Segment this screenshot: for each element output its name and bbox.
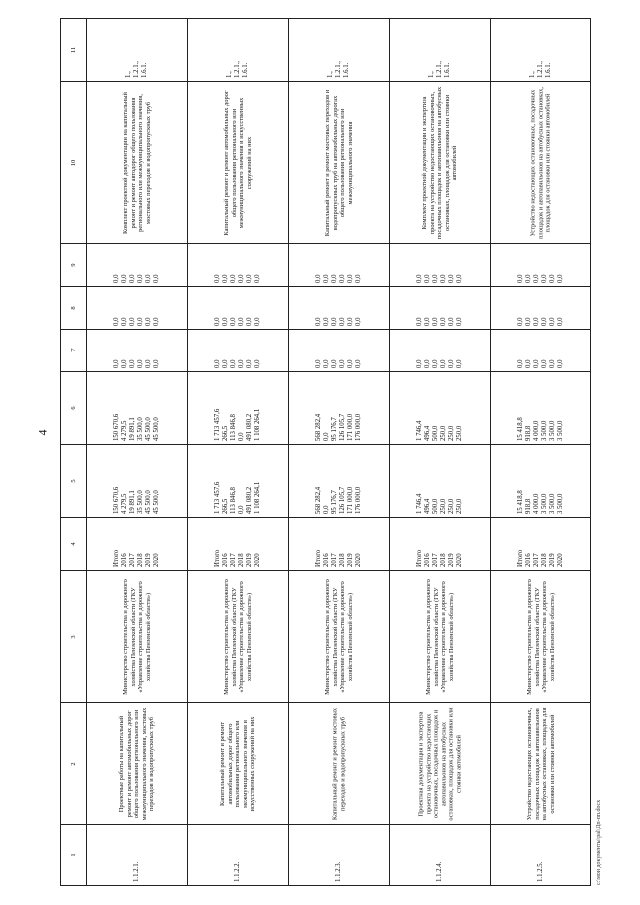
col9-text: 0,0 0,0 0,0 0,0 0,0 0,0: [415, 274, 464, 284]
column-number-cell: [61, 372, 87, 445]
table-column-10: [61, 81, 591, 243]
code-text: 1.1.2.5.: [536, 861, 544, 882]
cell-col8: [289, 286, 390, 329]
cell-col5: [188, 445, 289, 518]
cell-col6: [491, 372, 591, 445]
col6-text: 15 418,8 918,8 4 000,0 3 500,0 3 500,0 3 500,0: [516, 417, 564, 442]
result-text: Комплект проектной документации на капитальный ремонт и ремонт автодорог общего пользования регионального или межмуниципального значения, мостовых переходов и водопропускных труб: [121, 91, 152, 234]
cell-targets: [491, 19, 591, 82]
cell-col8: [188, 286, 289, 329]
cell-col9: [491, 244, 591, 287]
name-text: Капитальный ремонт и ремонт автомобильных дорог общего пользования регионального или межмуниципального значения и искусственных сооружений на них: [219, 716, 257, 812]
table-column-4: [61, 518, 591, 571]
cell-result: [390, 81, 491, 243]
column-number: 9: [69, 263, 77, 267]
cell-code: [289, 824, 390, 885]
column-number-cell: [61, 19, 87, 82]
cell-col8: [491, 286, 591, 329]
col6-text: 1 746,4 496,4 500,0 250,0 250,0 250,0: [415, 420, 464, 442]
col6-text: 1 713 457,6 266,5 113 846,8 0,0 491 080,2 1 108 264,1: [213, 408, 262, 442]
cell-col6: [188, 372, 289, 445]
column-number-cell: [61, 703, 87, 825]
result-text: Устройство недостающих остановочных, посадочных площадок и автопавильонов на автобусных остановках, площадок для остановки или стоянки автомобилей: [529, 86, 552, 239]
col6-text: 568 282,4 0,0 95 176,7 126 105,7 171 000,0 176 000,0: [314, 414, 363, 442]
executor-text: Министерство строительства и дорожного хозяйства Пензенской области (ГКУ «Управление строительства и дорожного хозяйства Пензенской области»): [525, 578, 556, 695]
cell-col7: [87, 329, 188, 372]
col6-text: 150 670,6 4 279,5 19 891,1 35 500,0 45 500,0 45 500,0: [112, 414, 161, 442]
cell-targets: [188, 19, 289, 82]
table-column-3: [61, 571, 591, 703]
cell-targets: [390, 19, 491, 82]
col8-text: 0,0 0,0 0,0 0,0 0,0 0,0: [314, 317, 363, 326]
col9-text: 0,0 0,0 0,0 0,0 0,0 0,0: [516, 274, 564, 284]
col7-text: 0,0 0,0 0,0 0,0 0,0 0,0: [213, 359, 262, 369]
column-number-cell: [61, 824, 87, 885]
targets-text: 1., 1.2.1., 1.6.1.: [528, 60, 552, 78]
column-number-cell: [61, 571, 87, 703]
col5-text: 15 418,8 918,8 4 000,0 3 500,0 3 500,0 3 500,0: [516, 490, 564, 515]
targets-text: 1., 1.2.1., 1.6.1.: [427, 60, 452, 78]
years-text: Итого 2016 2017 2018 2019 2020: [112, 550, 161, 568]
result-text: Капитальный ремонт и ремонт автомобильных дорог общего пользования регионального или межмуниципального значения и искусственных сооружений на них: [222, 90, 253, 236]
table-column-6: [61, 372, 591, 445]
cell-name: [390, 703, 491, 825]
col8-text: 0,0 0,0 0,0 0,0 0,0 0,0: [213, 317, 262, 326]
column-number-cell: [61, 518, 87, 571]
column-number: 6: [69, 406, 77, 410]
column-number: 11: [69, 46, 77, 54]
col7-text: 0,0 0,0 0,0 0,0 0,0 0,0: [112, 359, 161, 369]
col5-text: 1 713 457,6 266,5 113 846,8 0,0 491 080,2 1 108 264,1: [213, 482, 262, 515]
cell-code: [390, 824, 491, 885]
footer-file-path: [596, 0, 608, 905]
table-column-2: [61, 703, 591, 825]
cell-targets: [87, 19, 188, 82]
cell-name: [87, 703, 188, 825]
cell-col9: [87, 244, 188, 287]
table-column-11: [61, 19, 591, 82]
column-number: 10: [69, 159, 77, 166]
code-text: 1.1.2.3.: [334, 861, 342, 882]
executor-text: Министерство строительства и дорожного хозяйства Пензенской области (ГКУ «Управление строительства и дорожного хозяйства Пензенской области»): [121, 578, 152, 695]
cell-col5: [289, 445, 390, 518]
table-column-1: [61, 824, 591, 885]
col8-text: 0,0 0,0 0,0 0,0 0,0 0,0: [415, 317, 464, 326]
col9-text: 0,0 0,0 0,0 0,0 0,0 0,0: [314, 274, 363, 284]
cell-col9: [289, 244, 390, 287]
cell-years: [188, 518, 289, 571]
table-column-8: [61, 286, 591, 329]
executor-text: Министерство строительства и дорожного хозяйства Пензенской области (ГКУ «Управление строительства и дорожного хозяйства Пензенской области»): [424, 578, 455, 695]
column-number-cell: [61, 286, 87, 329]
cell-executor: [87, 571, 188, 703]
cell-name: [289, 703, 390, 825]
name-text: Капитальный ремонт и ремонт мостовых переходов и водопропускных труб: [331, 707, 346, 820]
cell-col7: [491, 329, 591, 372]
name-text: Проектная документация и экспертиза проекта на устройство недостающих остановочных, посадочных площадок и автопавильонов на автобусных остановках, площадок для остановки или стоянки автомобилей: [417, 707, 463, 821]
col8-text: 0,0 0,0 0,0 0,0 0,0 0,0: [112, 317, 161, 326]
targets-text: 1., 1.2.1., 1.6.1.: [326, 60, 351, 78]
code-text: 1.1.2.4.: [435, 861, 443, 882]
cell-executor: [491, 571, 591, 703]
cell-col6: [87, 372, 188, 445]
cell-col7: [188, 329, 289, 372]
cell-years: [390, 518, 491, 571]
executor-text: Министерство строительства и дорожного хозяйства Пензенской области (ГКУ «Управление строительства и дорожного хозяйства Пензенской области»): [222, 578, 253, 695]
column-number-cell: [61, 81, 87, 243]
column-number: 2: [69, 761, 77, 766]
cell-years: [87, 518, 188, 571]
targets-text: 1., 1.2.1., 1.6.1.: [124, 60, 149, 78]
name-text: Проектные работы на капитальный ремонт и ремонт автомобильных дорог общего пользования регионального или межмуниципального значения, мостовых переходов и водопропускных труб: [118, 707, 156, 820]
code-text: 1.1.2.1.: [132, 861, 140, 882]
cell-code: [491, 824, 591, 885]
cell-col7: [289, 329, 390, 372]
cell-name: [188, 703, 289, 825]
table-column-9: [61, 244, 591, 287]
col7-text: 0,0 0,0 0,0 0,0 0,0 0,0: [314, 359, 363, 369]
cell-col5: [87, 445, 188, 518]
cell-col9: [390, 244, 491, 287]
col7-text: 0,0 0,0 0,0 0,0 0,0 0,0: [415, 359, 464, 369]
cell-col8: [87, 286, 188, 329]
column-number: 4: [69, 542, 77, 546]
cell-result: [289, 81, 390, 243]
column-number: 5: [69, 479, 77, 483]
column-number: 7: [69, 348, 77, 353]
years-text: Итого 2016 2017 2018 2019 2020: [516, 550, 564, 568]
cell-col6: [390, 372, 491, 445]
result-text: Капитальный ремонт и ремонт мостовых переходов и водопропускных труб на автомобильных дорогах общего пользования регионального или межмуниципального значения: [323, 89, 354, 236]
table-column-5: [61, 445, 591, 518]
column-number: 8: [69, 306, 77, 310]
cell-code: [87, 824, 188, 885]
cell-col5: [491, 445, 591, 518]
cell-col8: [390, 286, 491, 329]
footer-path-text: c:\мои документы\pal\Дп-пп.docx: [596, 799, 602, 885]
cell-executor: [188, 571, 289, 703]
column-number: 3: [69, 635, 77, 639]
col9-text: 0,0 0,0 0,0 0,0 0,0 0,0: [112, 274, 161, 284]
cell-col6: [289, 372, 390, 445]
col9-text: 0,0 0,0 0,0 0,0 0,0 0,0: [213, 274, 262, 284]
years-text: Итого 2016 2017 2018 2019 2020: [415, 550, 464, 568]
cell-col9: [188, 244, 289, 287]
cell-years: [289, 518, 390, 571]
years-text: Итого 2016 2017 2018 2019 2020: [314, 550, 363, 568]
cell-executor: [390, 571, 491, 703]
col7-text: 0,0 0,0 0,0 0,0 0,0 0,0: [516, 359, 564, 369]
column-number-cell: [61, 329, 87, 372]
result-text: Комплект проектной документации и экспертиза проекта на устройство недостающих остановочных, посадочных площадок и автопавильонов на автобусных остановках, площадок для остановки или стоянки автомобилей: [421, 86, 459, 239]
col5-text: 568 282,4 0,0 95 176,7 126 105,7 171 000,0 176 000,0: [314, 487, 363, 515]
col5-text: 150 670,6 4 279,5 19 891,1 35 500,0 45 500,0 45 500,0: [112, 487, 161, 515]
table-column-7: [61, 329, 591, 372]
cell-result: [188, 81, 289, 243]
column-number: 1: [69, 853, 77, 857]
program-measures-table: [60, 18, 591, 886]
targets-text: 1., 1.2.1., 1.6.1.: [225, 60, 250, 78]
col8-text: 0,0 0,0 0,0 0,0 0,0 0,0: [516, 317, 564, 326]
page-number: 4: [35, 429, 50, 436]
cell-code: [188, 824, 289, 885]
col5-text: 1 746,4 496,4 500,0 250,0 250,0 250,0: [415, 493, 464, 515]
cell-executor: [289, 571, 390, 703]
cell-result: [491, 81, 591, 243]
name-text: Устройство недостающих остановочных, посадочных площадок и автопавильонов на автобусных остановках, площадок для остановки или стоянки автомобилей: [525, 707, 556, 821]
cell-result: [87, 81, 188, 243]
cell-years: [491, 518, 591, 571]
executor-text: Министерство строительства и дорожного хозяйства Пензенской области (ГКУ «Управление строительства и дорожного хозяйства Пензенской области»): [323, 578, 354, 695]
cell-col5: [390, 445, 491, 518]
code-text: 1.1.2.2.: [233, 861, 241, 882]
column-number-cell: [61, 244, 87, 287]
cell-targets: [289, 19, 390, 82]
cell-col7: [390, 329, 491, 372]
years-text: Итого 2016 2017 2018 2019 2020: [213, 550, 262, 568]
column-number-cell: [61, 445, 87, 518]
cell-name: [491, 703, 591, 825]
